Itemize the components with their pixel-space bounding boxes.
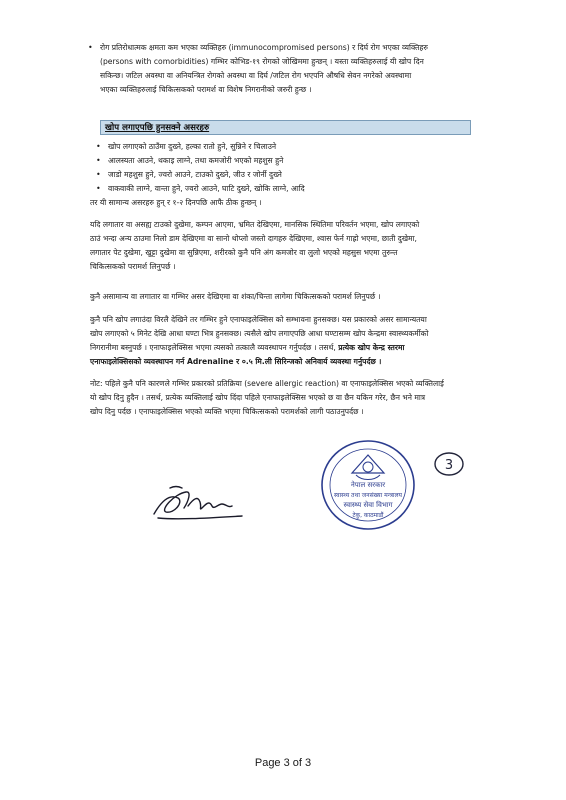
effect-text: खोप लगाएको ठाउँमा दुख्ने, हल्का रातो हुने, सुन्निने र चिलाउने (108, 142, 277, 151)
seal-text-2: स्वास्थ्य तथा जनसंख्या मन्त्रालय (333, 492, 403, 499)
page-mark-number: 3 (444, 458, 454, 473)
note-line: खोप दिनु पर्दछ । एनाफाइलेक्सिस भएको व्यक्ति भएमा चिकित्सकको परामर्शको लागी पठाउनुपर्दछ । (90, 407, 364, 416)
paragraph-line: यदि लगातार वा असह्य टाउको दुखेमा, कम्पन आएमा, भ्रमित देखिएमा, मानसिक स्थितिमा परिवर्तन भएमा, खोप लगाएको (90, 220, 420, 229)
paragraph-line (90, 355, 468, 369)
bullet-icon: • (96, 170, 101, 179)
bold-text: एनाफाइलेक्सिसको व्यवस्थापन गर्न Adrenaline र ०.५ मि.ली सिरिन्जको अनिवार्य व्यवस्था गर्नुपर्दछ । (90, 357, 382, 366)
paragraph-line-text: निगरानीमा बस्नुपर्छ । एनाफाइलेक्सिस भएमा त्यसको तत्कालै व्यवस्थापन गर्नुपर्दछ । तसर्थ, (90, 343, 336, 352)
seal-text-4: टेकु, काठमाडौं (352, 512, 384, 519)
list-item (96, 168, 466, 182)
paragraph-line: चिकित्सकको परामर्श लिनुपर्छ । (90, 262, 176, 271)
effect-text: आलस्यता आउने, थकाइ लाग्ने, तथा कमजोरी भएको महशुस हुने (108, 156, 284, 165)
bullet-icon: • (96, 184, 101, 193)
section-heading: खोप लगाएपछि हुनसक्ने असरहरु (105, 123, 210, 133)
top-bullet-line: सकिन्छ। जटिल अवस्था वा अनियन्त्रित रोगको अवस्था वा दिर्घ /जटिल रोग भएपनि औषधि सेवन नगरेको अवस्थामा (100, 71, 412, 80)
paragraph-warning-signs (90, 218, 468, 274)
bold-text: प्रत्येक खोप केन्द्र स्तरमा (338, 343, 405, 352)
paragraph-line: खोप लगाएको ५ मिनेट देखि आधा घण्टा भित्र हुनसक्छ। त्यसैले खोप लगाएपछि आधा घण्टासम्म खोप केन्द्रमा स्वास्थ्यकर्मीको (90, 329, 429, 338)
signature (148, 480, 248, 528)
paragraph-anaphylaxis (90, 313, 468, 369)
paragraph-consult: कुनै असामान्य वा लगातार वा गम्भिर असर देखिएमा वा शंका/चिन्ता लागेमा चिकित्सकको परामर्श लिनुपर्छ । (90, 292, 381, 301)
section-heading-box (100, 120, 471, 135)
paragraph-line (90, 341, 468, 355)
top-bullet-line: (persons with comorbidities) गम्भिर कोभिड-१९ रोगको जोखिममा हुन्छन् । यस्ता व्यक्तिहरुलाई यी खोप दिन (100, 57, 424, 66)
top-bullet (88, 41, 468, 97)
seal-text-3: स्वास्थ्य सेवा विभाग (343, 501, 393, 509)
note-line: यो खोप दिनु हुदैन । तसर्थ, प्रत्येक व्यक्तिलाई खोप दिंदा पहिले एनाफाइलेक्सिस भएको छ वा छैन यकिन गरेर, छैन भने मात्र (90, 393, 426, 402)
seal-emblem-icon (352, 455, 384, 480)
effect-text: जाडो महशुस हुने, ज्वरो आउने, टाउको दुख्ने, जीउ र जोर्नी दुख्ने (108, 170, 282, 179)
list-item (96, 154, 466, 168)
bullet-icon: • (88, 43, 93, 52)
paragraph-line: कुनै पनि खोप लगाउंदा विरलै देखिने तर गम्भिर हुने एनाफाइलेक्सिस को सम्भावना हुनसक्छ। यस प्रकारको असर सामान्यतया (90, 315, 427, 324)
official-seal (318, 437, 418, 533)
bullet-icon: • (96, 142, 101, 151)
list-item (96, 182, 466, 196)
note-line: नोट: पहिले कुनै पनि कारणले गम्भिर प्रकारको प्रतिक्रिया (severe allergic reaction) वा एनाफाइलेक्सिस भएको व्यक्तिलाई (90, 379, 444, 388)
page-footer: Page 3 of 3 (254, 757, 312, 769)
paragraph-line: ठाउं भन्दा अन्य ठाउमा निलो डाम देखिएमा वा सानो थोप्लो जस्तो दागहरु देखिएमा, श्वास फेर्न गाह्रो भएमा, छाती दुखेमा, (90, 234, 417, 243)
circled-page-mark (432, 450, 466, 478)
effect-text: वाकवाकी लाग्ने, वान्ता हुने, ज्वरो आउने, घाटि दुख्ने, खोकि लाग्ने, आदि (108, 184, 305, 193)
top-bullet-line: रोग प्रतिरोधात्मक क्षमता कम भएका व्यक्तिहरु (immunocompromised persons) र दिर्घ रोग भएका व्यक्तिहरु (100, 43, 428, 52)
top-bullet-line: भएका व्यक्तिहरुलाई चिकित्सकको परामर्श वा विशेष निगरानीको जरुरी हुन्छ । (100, 85, 312, 94)
seal-text-1: नेपाल सरकार (350, 481, 386, 489)
note-paragraph (90, 377, 468, 419)
list-item (96, 140, 466, 154)
bullet-icon: • (96, 156, 101, 165)
effects-note: तर यी सामान्य असरहरु हुन् र १-२ दिनपछि आफै ठीक हुन्छन् । (90, 198, 262, 207)
paragraph-line: लगातार पेट दुखेमा, खुट्टा दुखेमा वा सुन्निएमा, शरीरको कुनै पनि अंग कमजोर वा लुलो भएको महसुस भएमा तुरुन्त (90, 248, 398, 257)
effects-list (96, 140, 466, 196)
